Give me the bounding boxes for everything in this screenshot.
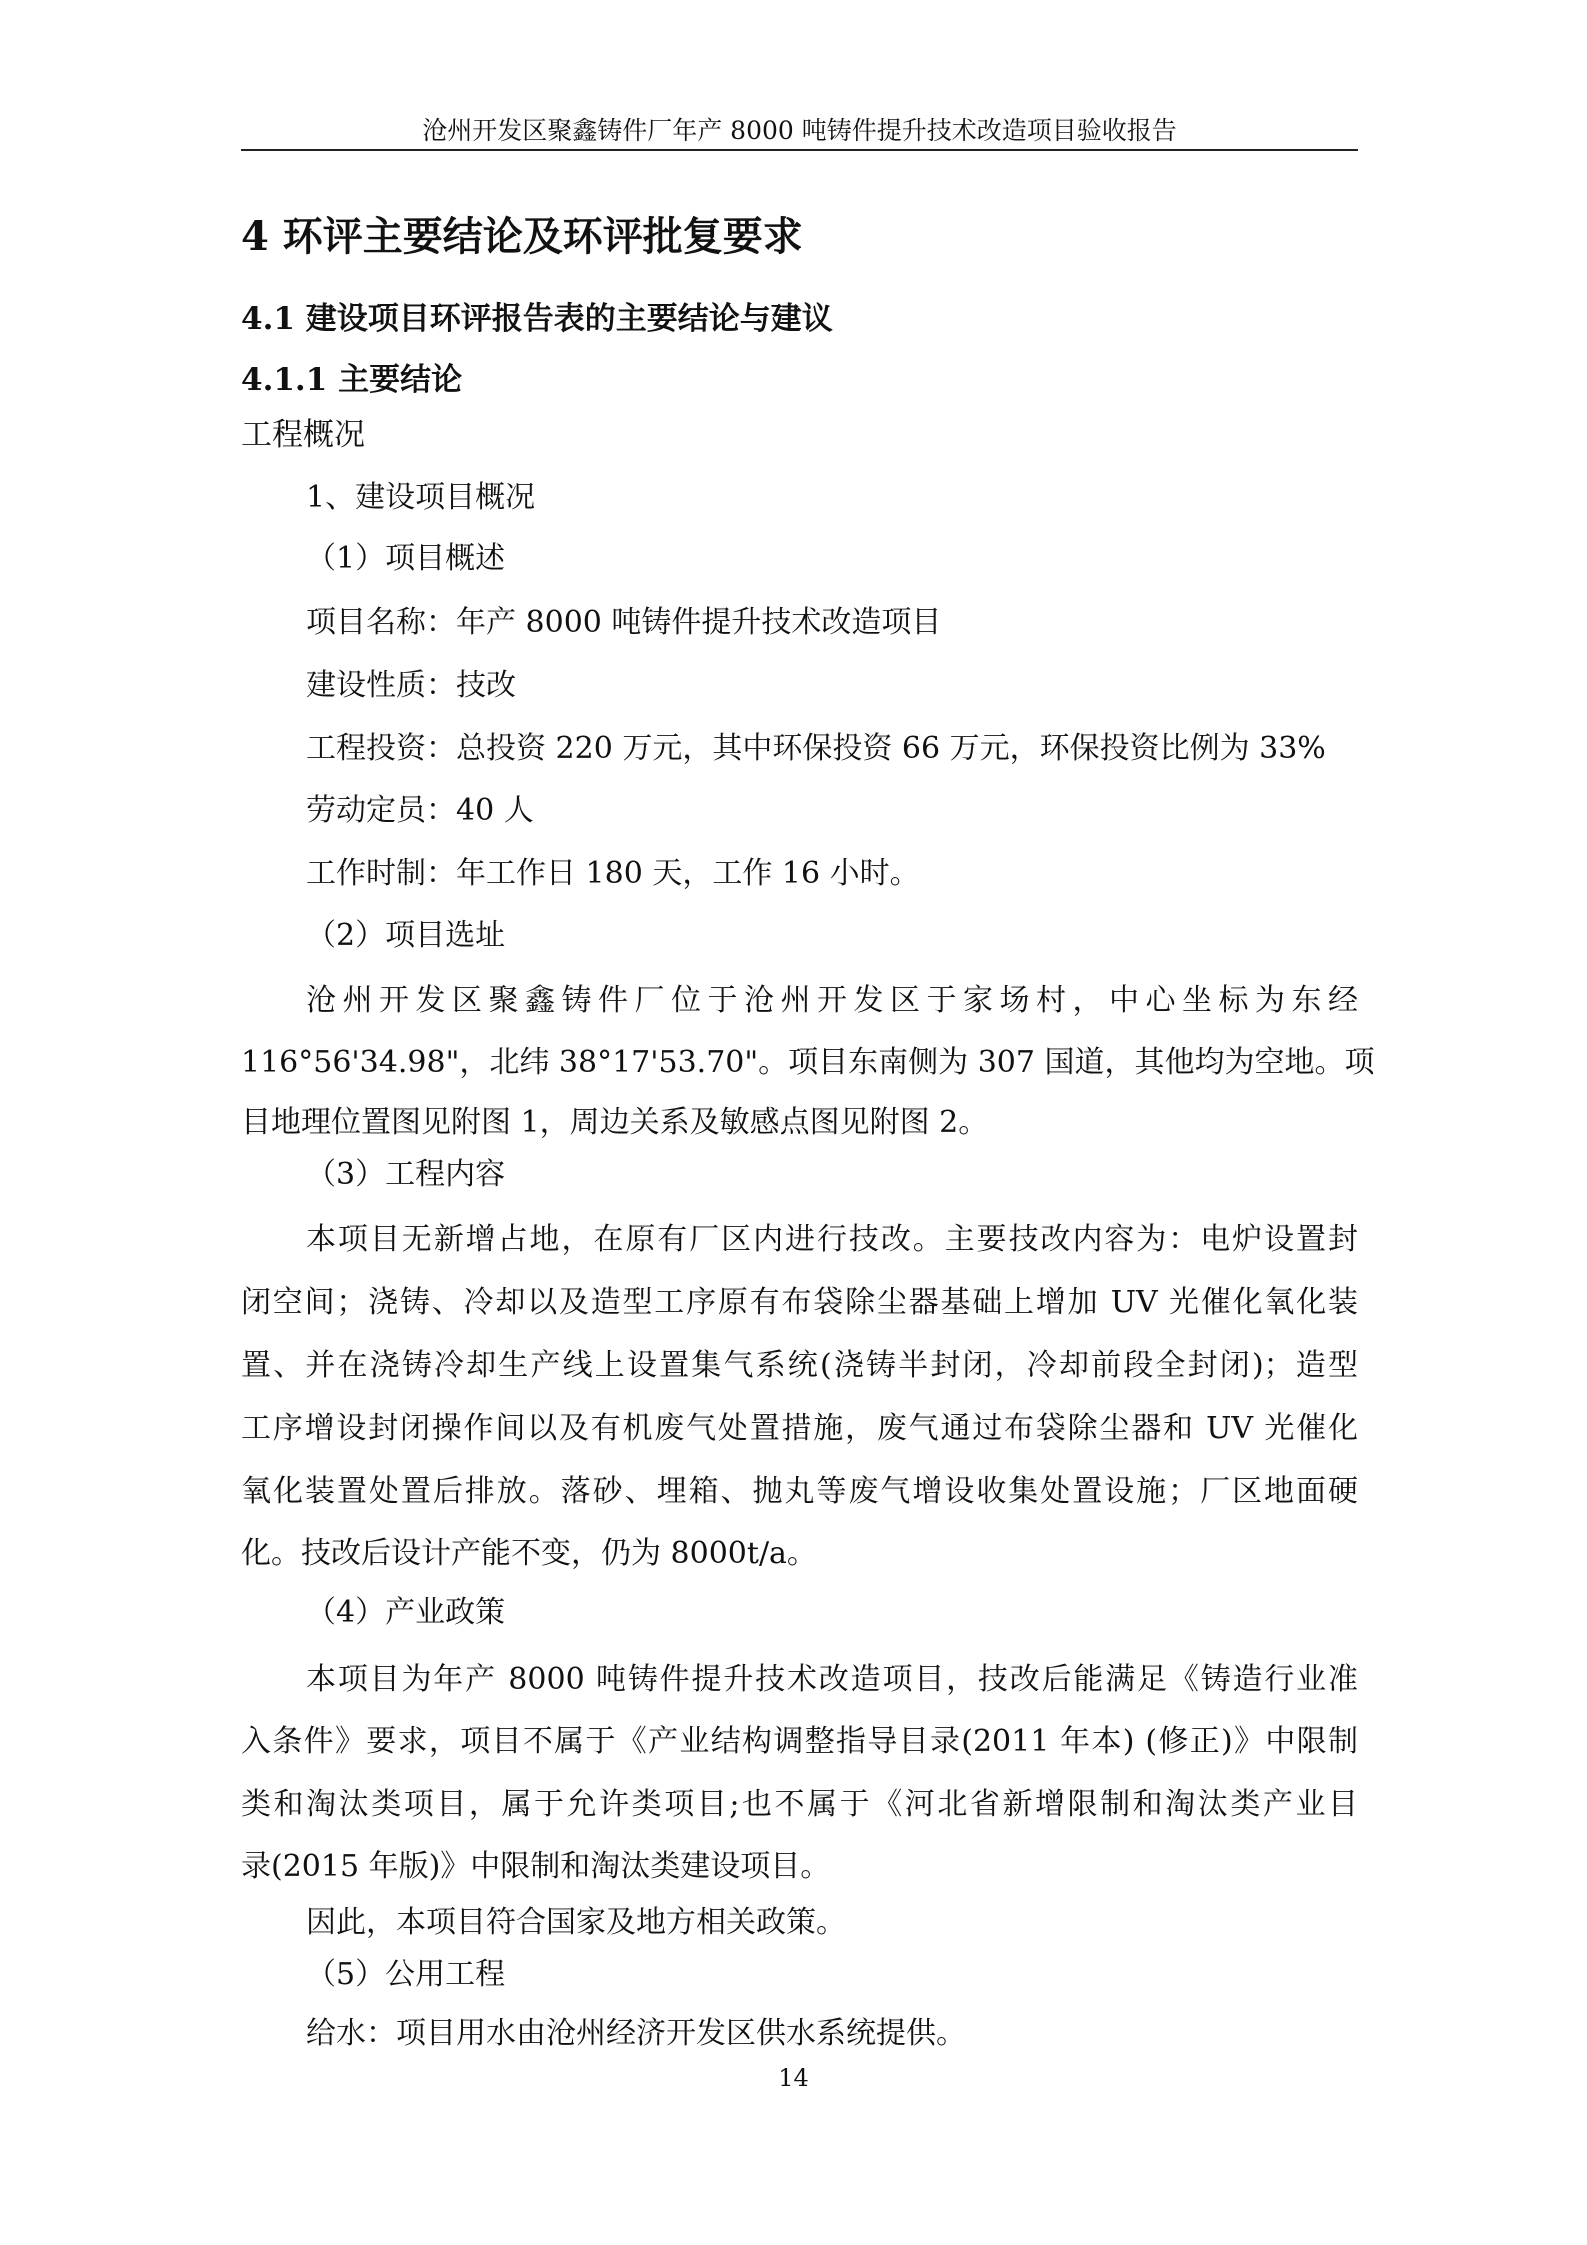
paragraph-line: 本项目无新增占地，在原有厂区内进行技改。主要技改内容为：电炉设置封 bbox=[306, 1222, 1358, 1257]
subsection-heading: 4.1.1 主要结论 bbox=[241, 362, 463, 398]
paragraph-line: 目地理位置图见附图 1，周边关系及敏感点图见附图 2。 bbox=[241, 1105, 989, 1140]
chapter-heading: 4 环评主要结论及环评批复要求 bbox=[241, 213, 803, 260]
paragraph-line: 录(2015 年版)》中限制和淘汰类建设项目。 bbox=[241, 1849, 831, 1884]
list-item: 1、建设项目概况 bbox=[306, 480, 536, 515]
sub-heading: （2）项目选址 bbox=[306, 918, 506, 953]
paragraph-line: 闭空间；浇铸、冷却以及造型工序原有布袋除尘器基础上增加 UV 光催化氧化装 bbox=[241, 1285, 1358, 1320]
paragraph-line: 工程投资：总投资 220 万元，其中环保投资 66 万元，环保投资比例为 33% bbox=[306, 731, 1326, 766]
paragraph-line: 氧化装置处置后排放。落砂、埋箱、抛丸等废气增设收集处置设施；厂区地面硬 bbox=[241, 1474, 1358, 1509]
sub-heading: （5）公用工程 bbox=[306, 1957, 506, 1992]
paragraph-line: 工作时制：年工作日 180 天，工作 16 小时。 bbox=[306, 856, 920, 891]
sub-heading: （3）工程内容 bbox=[306, 1157, 506, 1192]
paragraph-line: 化。技改后设计产能不变，仍为 8000t/a。 bbox=[241, 1536, 817, 1571]
header-divider bbox=[241, 149, 1358, 151]
paragraph-line: 劳动定员：40 人 bbox=[306, 793, 534, 828]
page-number: 14 bbox=[778, 2064, 809, 2092]
sub-heading: （1）项目概述 bbox=[306, 541, 506, 576]
paragraph-line: 工序增设封闭操作间以及有机废气处置措施，废气通过布袋除尘器和 UV 光催化 bbox=[241, 1411, 1358, 1446]
paragraph-line: 116°56'34.98"，北纬 38°17'53.70"。项目东南侧为 307 国道，其他均为空地。项 bbox=[241, 1045, 1375, 1080]
paragraph-line: 入条件》要求，项目不属于《产业结构调整指导目录(2011 年本) (修正)》中限制 bbox=[241, 1724, 1358, 1759]
section-label: 工程概况 bbox=[241, 417, 365, 453]
sub-heading: （4）产业政策 bbox=[306, 1595, 506, 1630]
paragraph-line: 项目名称：年产 8000 吨铸件提升技术改造项目 bbox=[306, 605, 942, 640]
paragraph-line: 沧州开发区聚鑫铸件厂位于沧州开发区于家场村，中心坐标为东经 bbox=[306, 983, 1358, 1018]
paragraph-line: 本项目为年产 8000 吨铸件提升技术改造项目，技改后能满足《铸造行业准 bbox=[306, 1662, 1358, 1697]
running-header: 沧州开发区聚鑫铸件厂年产 8000 吨铸件提升技术改造项目验收报告 bbox=[422, 116, 1177, 145]
paragraph-line: 给水：项目用水由沧州经济开发区供水系统提供。 bbox=[306, 2016, 966, 2051]
paragraph-line: 置、并在浇铸冷却生产线上设置集气系统(浇铸半封闭，冷却前段全封闭)；造型 bbox=[241, 1348, 1358, 1383]
section-heading: 4.1 建设项目环评报告表的主要结论与建议 bbox=[241, 301, 833, 337]
paragraph-line: 建设性质：技改 bbox=[306, 668, 516, 703]
paragraph-line: 类和淘汰类项目，属于允许类项目;也不属于《河北省新增限制和淘汰类产业目 bbox=[241, 1787, 1358, 1822]
paragraph-line: 因此，本项目符合国家及地方相关政策。 bbox=[306, 1905, 846, 1940]
